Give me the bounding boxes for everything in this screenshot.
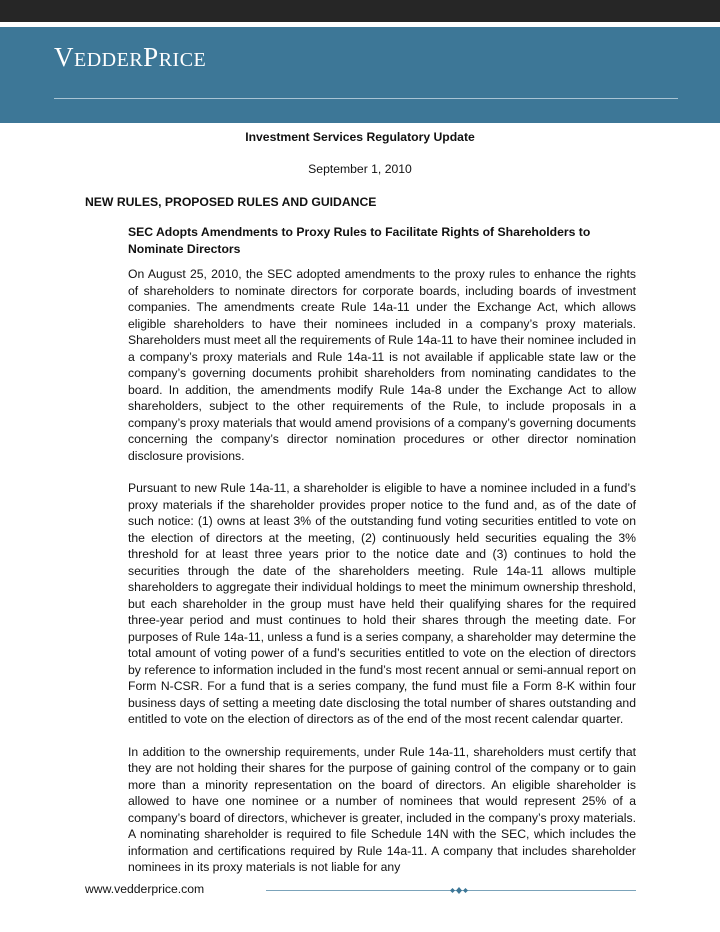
logo-divider: [54, 98, 678, 99]
paragraph-1: On August 25, 2010, the SEC adopted amendments to the proxy rules to enhance the rights of shareholders to nominate directors for corporate boards, including boards of investment companies. The amendments create Rule 14a-11 under the Exchange Act, which allows eligible shareholders to have their nominees included in a company’s proxy materials. Shareholders must meet all the requirements of Rule 14a-11 to have their nominee included in a company’s proxy materials and Rule 14a-11 is not available if applicable state law or the company’s governing documents prohibit shareholders from nominating candidates to the board. In addition, the amendments modify Rule 14a-8 under the Exchange Act to allow shareholders, subject to the other requirements of the Rule, to include proposals in a company’s proxy materials that would amend provisions of a company’s governing documents concerning the company’s director nomination procedures or other director nomination disclosure provisions.: [128, 267, 636, 463]
logo-rest-edder: EDDER: [74, 49, 144, 71]
report-date: September 1, 2010: [308, 162, 412, 176]
logo-initial-v: V: [54, 42, 74, 72]
report-title: Investment Services Regulatory Update: [245, 130, 475, 144]
paragraph-3: In addition to the ownership requirements, under Rule 14a-11, shareholders must certify that they are not holding their shares for the purpose of gaining control of the company or to gain more than a minority representation on the board of directors. An eligible shareholder is allowed to have one nominee or a number of nominees that would represent 25% of a company’s board of directors, whichever is greater, included in the company’s proxy materials. A nominating shareholder is required to file Schedule 14N with the SEC, which includes the information and certifications required by Rule 14a-11. A company that includes shareholder nominees in its proxy materials is not liable for any: [128, 744, 636, 874]
footer-website-link[interactable]: www.vedderprice.com: [85, 882, 205, 896]
logo-initial-p: P: [143, 42, 159, 72]
article-title: SEC Adopts Amendments to Proxy Rules to Facilitate Rights of Shareholders to Nominate Directors: [128, 225, 591, 256]
top-dark-bar: [0, 0, 720, 22]
paragraph-2: Pursuant to new Rule 14a-11, a shareholder is eligible to have a nominee included in a fund’s proxy materials if the shareholder provides proper notice to the fund and, as of the date of such notice: (1) owns at least 3% of the outstanding fund voting securities entitled to vote on the election of directors at the meeting, (2) continuously held securities equaling the 3% threshold for at least three years prior to the notice date and (3) continues to hold the securities through the date of the shareholders meeting. Rule 14a-11 allows multiple shareholders to aggregate their individual holdings to meet the minimum ownership threshold, but each shareholder in the group must have held their qualifying shares for the required three-year period and must continues to hold their shares through the meeting date. For purposes of Rule 14a-11, unless a fund is a series company, a shareholder may determine the total amount of voting power of a fund’s securities entitled to vote on the election of directors by reference to information included in the fund’s most recent annual or semi-annual report on Form N-CSR. For a fund that is a series company, the fund must file a Form 8-K within four business days of setting a meeting date disclosing the total number of shares outstanding and entitled to vote on the election of directors as of the end of the most recent calendar quarter.: [128, 481, 636, 726]
vedder-price-logo: [54, 44, 206, 71]
header-banner: [0, 27, 720, 123]
diamond-ornament-icon: [447, 886, 471, 895]
section-heading: NEW RULES, PROPOSED RULES AND GUIDANCE: [85, 195, 377, 209]
article: [128, 224, 636, 876]
logo-rest-rice: RICE: [158, 49, 207, 71]
